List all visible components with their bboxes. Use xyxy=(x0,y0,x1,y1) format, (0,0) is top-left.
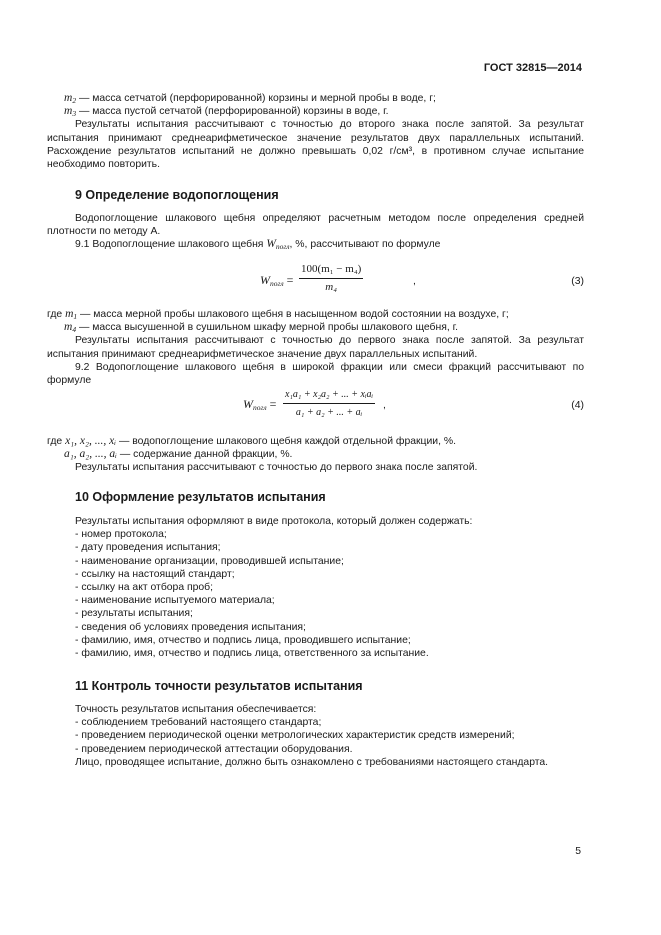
section-10-body: Результаты испытания оформляют в виде протокола, который должен содержать: - номер протокола; - дату проведения испытания; - наименование организации, проводившей испытание; - ссылку на настоящий стандарт; - ссылку на акт отбора проб; - наименование испытуемого материала; - результаты испытания; - сведения об условиях проведения испытания; - фамилию, имя, отчество и подпись лица, проводившего испытание; - фамилию, имя, отчество и подпись лица, ответственного за испытание. xyxy=(47,515,584,660)
section-11-body: Точность результатов испытания обеспечивается: - соблюдением требований настоящего стандарта; - проведением периодической оценки метрологических характеристик средств измерений; - проведением периодической аттестации оборудования. Лицо, проводящее испытание, должно быть ознакомлено с требованиями настоящего стандарта. xyxy=(47,703,584,769)
list-item: - наименование испытуемого материала; xyxy=(75,595,275,607)
list-item: - проведением периодической аттестации оборудования. xyxy=(75,743,353,755)
list-item: - результаты испытания; xyxy=(75,608,193,620)
list-item: - ссылку на настоящий стандарт; xyxy=(75,568,235,580)
top-continuation xyxy=(47,92,584,171)
formula-3: $W_{погл}$ = $\frac{\text{100(m₁ − m₄)}}{\text{m₄}}$ , (3) xyxy=(260,263,584,294)
section-10-title: 10 Оформление результатов испытания xyxy=(75,490,326,504)
list-item: - наименование организации, проводившей испытание; xyxy=(75,555,344,567)
section-9-title: 9 Определение водопоглощения xyxy=(75,188,279,202)
formula-4-legend: где x₁, x₂, ..., xᵢ — водопоглощение шлакового щебня каждой отдельной фракции, %. a₁, a₂, ..., aᵢ — содержание данной фракции, %. Результаты испытания рассчитывают с точностью до первого знака после запятой. xyxy=(47,435,478,474)
section-11-title: 11 Контроль точности результатов испытания xyxy=(75,679,363,693)
list-item: - дату проведения испытания; xyxy=(75,542,221,554)
list-item: - номер протокола; xyxy=(75,529,167,541)
formula-3-legend: где $m_1$ — масса мерной пробы шлакового щебня в насыщенном водой состоянии на воздухе, г; $m_4$ — масса высушенной в сушильном шкафу мерной пробы шлакового щебня, г. Результаты испытания рассчитывают с точностью до первого знака после запятой. За результат испытания принимают среднеарифметическое значение двух параллельных испытаний. 9.2 Водопоглощение шлакового щебня в широкой фракции или смеси фракций рассчитывают по формуле xyxy=(47,308,584,387)
list-item: - фамилию, имя, отчество и подпись лица, ответственного за испытание. xyxy=(75,648,429,660)
m2-definition: $m_2$ — масса сетчатой (перфорированной) корзины и мерной пробы в воде, г; xyxy=(64,92,436,105)
m3-definition: $m_3$ — масса пустой сетчатой (перфорированной) корзины в воде, г. xyxy=(64,105,389,119)
list-item: - проведением периодической оценки метрологических характеристик средств измерений; xyxy=(75,730,515,742)
list-item: - сведения об условиях проведения испытания; xyxy=(75,621,306,633)
list-item: - соблюдением требований настоящего стандарта; xyxy=(75,717,322,729)
standard-header: ГОСТ 32815—2014 xyxy=(483,62,582,74)
paragraph-accuracy: Результаты испытания рассчитывают с точностью до второго знака после запятой. За результат испытания принимают среднеарифметическое значение результатов двух параллельных испытаний. Расхождение результатов испытаний не должно превышать 0,02 г/см³, в противном случае испытание необходимо повторить. xyxy=(47,119,584,171)
page-number: 5 xyxy=(575,846,581,857)
list-item: - фамилию, имя, отчество и подпись лица, проводившего испытание; xyxy=(75,634,411,646)
formula-4: $W_{погл}$ = x₁a₁ + x₂a₂ + ... + xᵢaᵢ a₁ + a₂ + ... + aᵢ , (4) xyxy=(243,389,584,419)
section-9-1: 9.1 Водопоглощение шлакового щебня $W_{погл}$, %, рассчитывают по формуле xyxy=(75,238,441,252)
list-item: - ссылку на акт отбора проб; xyxy=(75,582,214,594)
section-9-intro: Водопоглощение шлакового щебня определяют расчетным методом после определения средней плотности по методу А. 9.1 Водопоглощение шлакового щебня $W_{погл}$, %, рассчитывают по формуле xyxy=(47,213,584,252)
